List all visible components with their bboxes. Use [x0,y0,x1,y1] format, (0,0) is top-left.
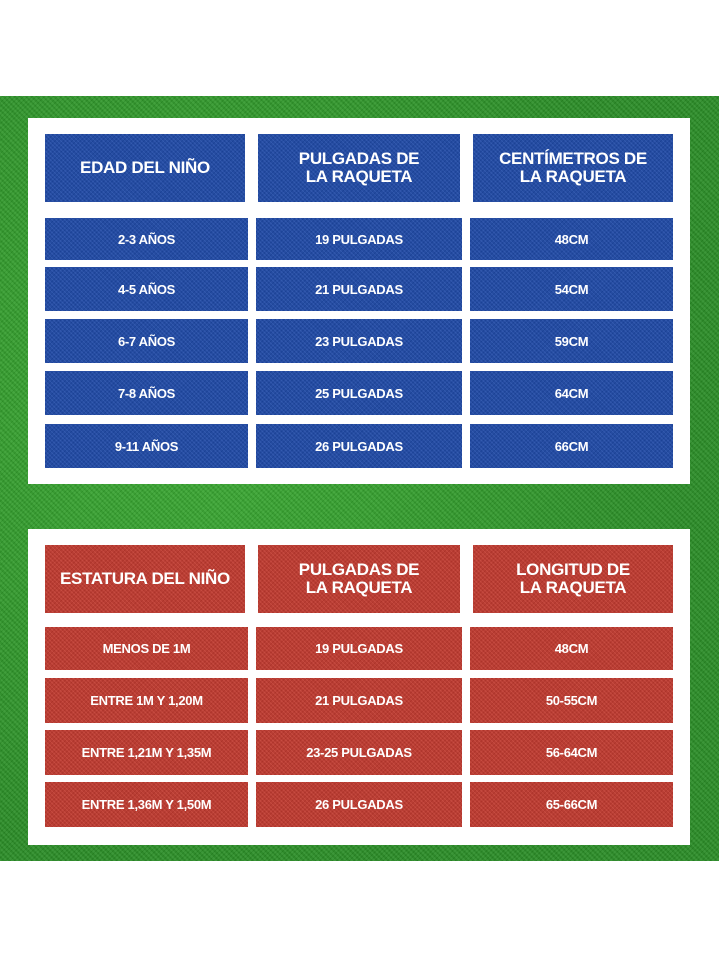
table-cell: ENTRE 1M Y 1,20M [45,678,248,723]
table-cell: 66CM [470,424,673,468]
header-length: LONGITUD DE LA RAQUETA [473,545,673,613]
header-height: ESTATURA DEL NIÑO [45,545,245,613]
header-centimeters: CENTÍMETROS DE LA RAQUETA [473,134,673,202]
table-cell: ENTRE 1,21M Y 1,35M [45,730,248,775]
table-cell: 19 PULGADAS [256,627,462,670]
table-cell: 50-55CM [470,678,673,723]
table-cell: 25 PULGADAS [256,371,462,415]
table-cell: 56-64CM [470,730,673,775]
table-cell: ENTRE 1,36M Y 1,50M [45,782,248,827]
height-size-table [28,529,690,845]
header-inches: PULGADAS DE LA RAQUETA [258,134,460,202]
table-cell: 26 PULGADAS [256,424,462,468]
age-size-table [28,118,690,484]
table-cell: 7-8 AÑOS [45,371,248,415]
table-cell: 48CM [470,218,673,260]
table-cell: 23-25 PULGADAS [256,730,462,775]
table-cell: 6-7 AÑOS [45,319,248,363]
table-cell: 48CM [470,627,673,670]
table-cell: 9-11 AÑOS [45,424,248,468]
table-cell: 59CM [470,319,673,363]
table-cell: 54CM [470,267,673,311]
table-cell: MENOS DE 1M [45,627,248,670]
header-age: EDAD DEL NIÑO [45,134,245,202]
table-cell: 19 PULGADAS [256,218,462,260]
header-inches: PULGADAS DE LA RAQUETA [258,545,460,613]
table-cell: 65-66CM [470,782,673,827]
table-cell: 64CM [470,371,673,415]
table-cell: 2-3 AÑOS [45,218,248,260]
table-cell: 21 PULGADAS [256,678,462,723]
table-cell: 26 PULGADAS [256,782,462,827]
table-cell: 23 PULGADAS [256,319,462,363]
table-cell: 21 PULGADAS [256,267,462,311]
table-cell: 4-5 AÑOS [45,267,248,311]
